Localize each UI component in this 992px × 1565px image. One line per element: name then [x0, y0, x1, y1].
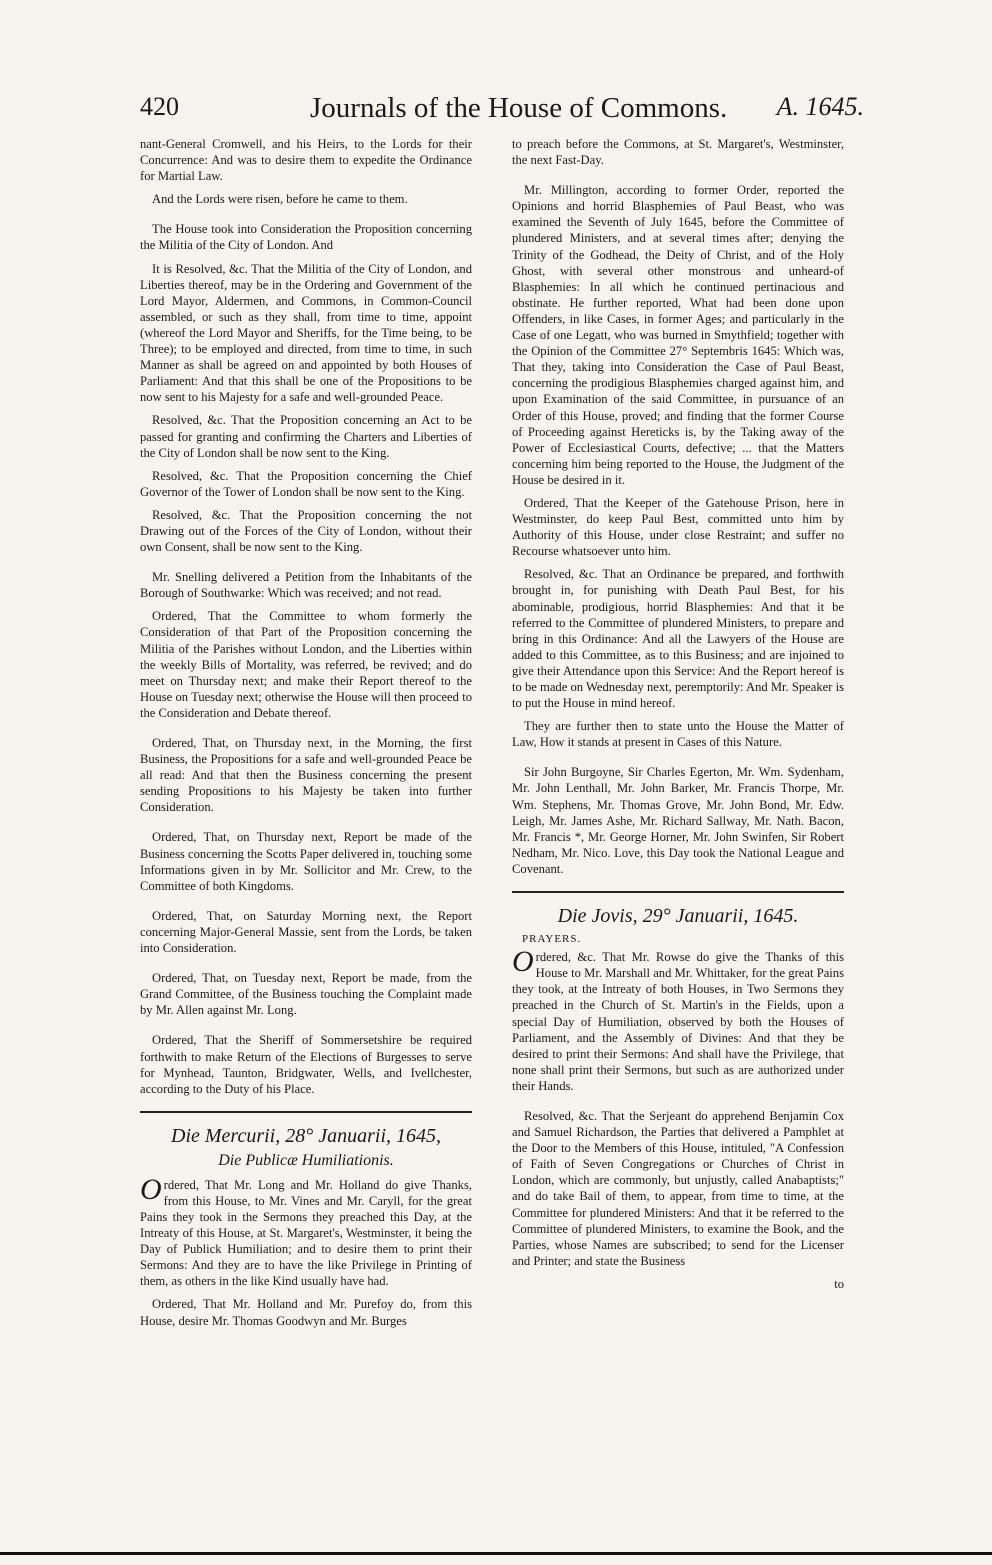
paragraph: And the Lords were risen, before he came to them.	[152, 192, 408, 207]
paragraph: Ordered, &c. That Mr. Rowse do give the Thanks of this House to Mr. Marshall and Mr. Whittaker, for the great Pains they took, at the Intreaty of both Houses, in Two Sermons they preached in the Church of St. Martin's in the Fields, upon a special Day of Humiliation, observed by both the Houses of Parliament, and the Assembly of Divines: And that they be desired to print their Sermons: And shall have the Privilege, that none shall print their Sermons, but such as are authorized under their Hands.	[512, 945, 844, 1093]
page-number: 420	[140, 92, 179, 121]
running-title: Journals of the House of Commons.	[310, 92, 728, 124]
paragraph: Resolved, &c. That the Proposition concerning the not Drawing out of the Forces of the City of London, without their own Consent, shall be now sent to the King.	[140, 507, 472, 555]
paragraph: They are further then to state unto the House the Matter of Law, How it stands at present in Cases of this Nature.	[512, 719, 844, 750]
paragraph: The House took into Consideration the Proposition concerning the Militia of the City of London. And	[140, 222, 472, 253]
paragraph: Ordered, That the Keeper of the Gatehouse Prison, here in Westminster, do keep Paul Best, committed unto him by Authority of this House, under close Restraint; and suffer no Recourse whatsoever unto him.	[512, 495, 844, 559]
paragraph: Mr. Snelling delivered a Petition from the Inhabitants of the Borough of Southwarke: Which was received; and not read.	[140, 570, 472, 601]
page-bottom-rule	[0, 1552, 992, 1555]
paragraph: Ordered, That, on Thursday next, Report be made of the Business concerning the Scotts Paper delivered in, touching some Informations given in by Mr. Sollicitor and Mr. Crew, to the Committee of both Kingdoms.	[140, 830, 472, 893]
catchword: to	[834, 1276, 844, 1291]
paragraph: Resolved, &c. That an Ordinance be prepared, and forthwith brought in, for punishing with Death Paul Best, for his abominable, prodigious, horrid Blasphemies: And that it be referred to the Committee of plundered Ministers, to prepare and bring in this Ordinance: And all the Lawyers of the House are added to this Committee, as to this Business; and are injoined to give their Attendance upon this Service: And the Report hereof is to be made on Wednesday next, peremptorily: And Mr. Speaker is to put the House in mind hereof.	[512, 567, 844, 711]
section-rule	[512, 891, 844, 893]
paragraph: Mr. Millington, according to former Order, reported the Opinions and horrid Blasphemies of Paul Beast, who was examined the Seventh of July 1645, before the Committee of plundered Ministers, and at several times after; denying the Trinity of the Godhead, the Deity of Christ, and of the Holy Ghost, with several other monstrous and unheard-of Blasphemies: In all which he continued pertinacious and obstinate. He further reported, What had been done upon Offenders, in like Cases, in former Ages; and particularly in the Case of one Legatt, who was burned in Smythfield; together with the Opinion of the Committee 27° Septembris 1645: Which was, That they, taking into Consideration the Case of Paul Beast, concerning the prodigious Blasphemies charged against him, and upon Examination of the said Committee, in pursuance of an Order of this House, proved; and finding that the former Course of Proceeding against Hereticks is, by the Taking away of the Power of Ecclesiastical Courts, defective; ... that the Matters concerning him being reported to the House, the Judgment of the House be desired in it.	[512, 183, 844, 487]
paragraph: Ordered, That, on Tuesday next, Report be made, from the Grand Committee, of the Business touching the Complaint made by Mr. Allen against Mr. Long.	[140, 971, 472, 1018]
paragraph: Ordered, That the Committee to whom formerly the Consideration of that Part of the Proposition concerning the Militia of the Parishes without London, and the Liberties within the weekly Bills of Mortality, was referred, be revived; and do meet on Thursday next; and make their Report thereof to the House on Tuesday next; otherwise the House will then proceed to the Consideration and Debate thereof.	[140, 609, 472, 720]
prayers-label: PRAYERS.	[522, 933, 582, 946]
paragraph: Resolved, &c. That the Proposition concerning the Chief Governor of the Tower of London shall be now sent to the King.	[140, 468, 472, 499]
paragraph: Resolved, &c. That the Serjeant do apprehend Benjamin Cox and Samuel Richardson, the Parties that delivered a Pamphlet at the Door to the Members of this House, intituled, "A Confession of Faith of Seven Congregations or Churches of Christ in London, which are commonly, but unjustly, called Anabaptists;" and do take Bail of them, to appear, from time to time, at the Committee for plundered Ministers: And that it be referred to the Committee of plundered Ministers, to examine the Book, and the Parties, whose Names are subscribed; to send for the Licenser and Printer; and state the Business	[512, 1108, 844, 1268]
paragraph: Sir John Burgoyne, Sir Charles Egerton, Mr. Wm. Sydenham, Mr. John Lenthall, Mr. John Barker, Mr. Francis Thorpe, Mr. Wm. Stephens, Mr. Thomas Grove, Mr. John Bond, Mr. Edw. Leigh, Mr. James Ashe, Mr. Richard Sallway, Mr. Nath. Bacon, Mr. Francis *, Mr. George Horner, Mr. John Swinfen, Sir Robert Nedham, Mr. Nico. Love, this Day took the National League and Covenant.	[512, 765, 844, 876]
right-column	[512, 136, 844, 1299]
paragraph: Ordered, That, on Thursday next, in the Morning, the first Business, the Propositions for a safe and well-grounded Peace be all read: And that then the Business concerning the present sending Propositions to his Majesty be taken into further Consideration.	[140, 736, 472, 815]
running-year: A. 1645.	[776, 92, 864, 121]
paragraph: Ordered, That Mr. Holland and Mr. Purefoy do, from this House, desire Mr. Thomas Goodwyn and Mr. Burges	[140, 1297, 472, 1328]
day-heading: Die Jovis, 29° Januarii, 1645.	[557, 905, 799, 928]
paragraph: It is Resolved, &c. That the Militia of the City of London, and Liberties thereof, may be in the Ordering and Government of the Lord Mayor, Aldermen, and Commons, in Common-Council assembled, or such as they shall, from time to time, appoint (whereof the Lord Mayor and Sheriffs, for the Time being, to be Three); to be employed and directed, from time to time, in such Manner as shall be agreed on and appointed by both Houses of Parliament: And that this shall be one of the Propositions to be now sent to his Majesty for a safe and well-grounded Peace.	[140, 261, 472, 405]
paragraph: to preach before the Commons, at St. Margaret's, Westminster, the next Fast-Day.	[512, 137, 844, 168]
page-header	[140, 92, 864, 132]
paragraph: Ordered, That, on Saturday Morning next, the Report concerning Major-General Massie, sent from the Lords, be taken into Consideration.	[140, 908, 472, 956]
left-column	[140, 136, 472, 1336]
day-subheading: Die Publicæ Humiliationis.	[218, 1151, 394, 1169]
section-rule	[140, 1111, 472, 1113]
paragraph: nant-General Cromwell, and his Heirs, to the Lords for their Concurrence: And was to desire them to expedite the Ordinance for Martial Law.	[140, 137, 472, 184]
day-heading: Die Mercurii, 28° Januarii, 1645,	[171, 1124, 441, 1147]
paragraph: Ordered, That the Sheriff of Sommersetshire be required forthwith to make Return of the Elections of Burgesses to serve for Mynhead, Taunton, Bridgwater, Wells, and Ivellchester, according to the Duty of his Place.	[140, 1033, 472, 1096]
paragraph: Resolved, &c. That the Proposition concerning an Act to be passed for granting and confirming the Charters and Liberties of the City of London shall be now sent to the King.	[140, 413, 472, 460]
paragraph: Ordered, That Mr. Long and Mr. Holland do give Thanks, from this House, to Mr. Vines and Mr. Caryll, for the great Pains they took in the Sermons they preached this Day, at the Intreaty of this House, at St. Margaret's, Westminster, it being the Day of Publick Humiliation; and to desire them to print their Sermons: And they are to have the like Privilege in Printing of them, as others in the like Kind usually have had.	[140, 1172, 472, 1289]
